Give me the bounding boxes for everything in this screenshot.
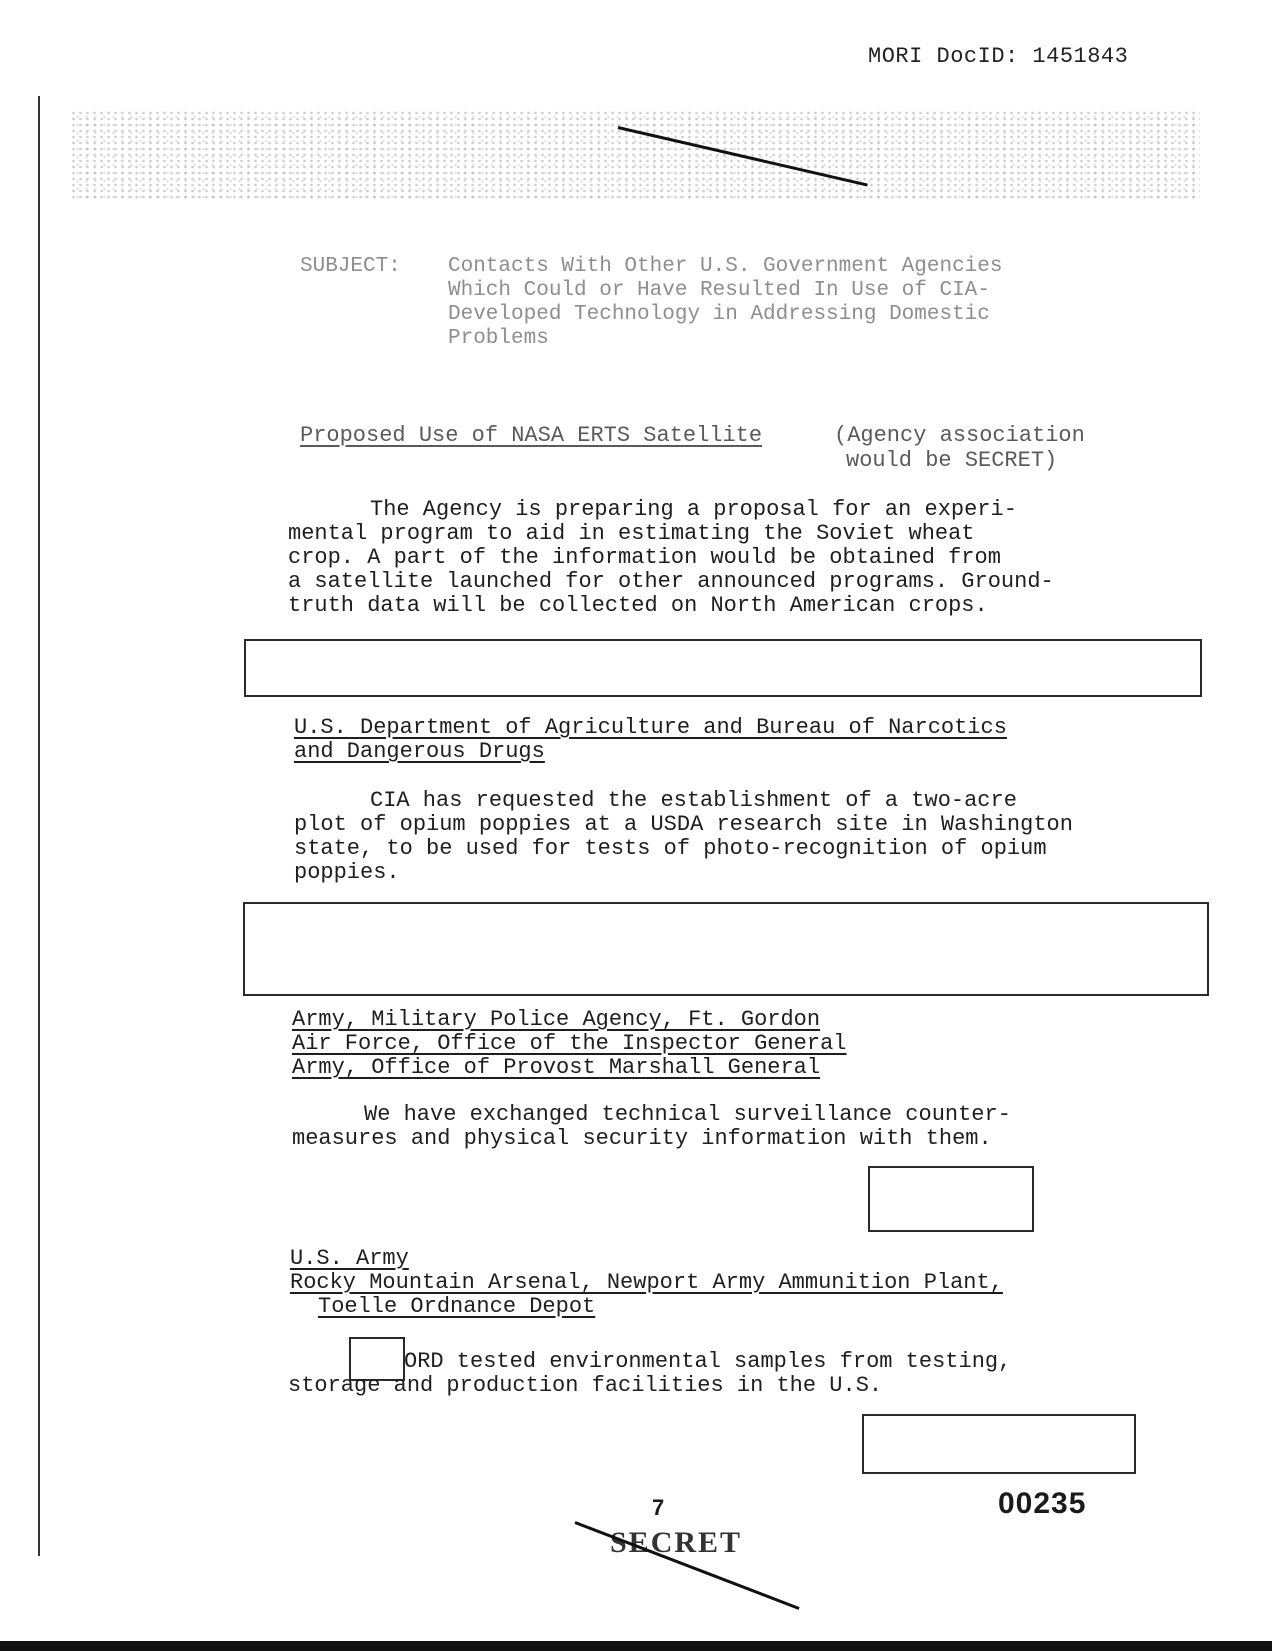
redaction-box: [244, 639, 1202, 697]
classification-stamp: SECRET: [610, 1526, 743, 1559]
paragraph-line: CIA has requested the establishment of a two-acre: [370, 788, 1017, 813]
subject-label: SUBJECT:: [300, 255, 401, 278]
heading-note: (Agency association: [834, 423, 1085, 448]
paragraph-line: crop. A part of the information would be obtained from: [288, 545, 1001, 570]
doc-id: MORI DocID: 1451843: [868, 44, 1129, 69]
subject-line: Which Could or Have Resulted In Use of CIA-: [448, 279, 990, 302]
subject-line: Problems: [448, 327, 549, 350]
redaction-box: [862, 1414, 1136, 1474]
section-heading: Toelle Ordnance Depot: [318, 1294, 596, 1319]
section-heading: Rocky Mountain Arsenal, Newport Army Ammunition Plant,: [290, 1270, 1003, 1295]
batch-number: 00235: [998, 1487, 1087, 1520]
left-margin-rule: [38, 96, 40, 1556]
subject-line: Contacts With Other U.S. Government Agencies: [448, 255, 1003, 278]
scan-edge: [0, 1641, 1272, 1651]
section-heading: and Dangerous Drugs: [294, 739, 545, 764]
paragraph-line: poppies.: [294, 860, 400, 885]
paragraph-line: storage and production facilities in the U.S.: [288, 1373, 883, 1398]
paragraph-line: The Agency is preparing a proposal for an experi-: [370, 497, 1017, 522]
redacted-classification-header: [70, 110, 1200, 200]
paragraph-line: state, to be used for tests of photo-recognition of opium: [294, 836, 1047, 861]
section-heading: U.S. Department of Agriculture and Bureau of Narcotics: [294, 715, 1007, 740]
section-heading: Air Force, Office of the Inspector General: [292, 1031, 847, 1056]
section-heading: Army, Office of Provost Marshall General: [292, 1055, 821, 1080]
heading-note: would be SECRET): [846, 448, 1058, 473]
paragraph-line: a satellite launched for other announced programs. Ground-: [288, 569, 1054, 594]
paragraph-line: mental program to aid in estimating the Soviet wheat: [288, 521, 975, 546]
redaction-box: [868, 1166, 1034, 1232]
redaction-box: [243, 902, 1209, 996]
subject-line: Developed Technology in Addressing Domestic: [448, 303, 990, 326]
section-heading: Army, Military Police Agency, Ft. Gordon: [292, 1007, 821, 1032]
paragraph-line: measures and physical security information with them.: [292, 1126, 992, 1151]
paragraph-line: ORD tested environmental samples from testing,: [404, 1349, 1012, 1374]
paragraph-line: truth data will be collected on North American crops.: [288, 593, 988, 618]
paragraph-line: plot of opium poppies at a USDA research site in Washington: [294, 812, 1073, 837]
section-heading: U.S. Army: [290, 1246, 409, 1271]
section-heading: Proposed Use of NASA ERTS Satellite: [300, 423, 763, 448]
paragraph-line: We have exchanged technical surveillance counter-: [364, 1102, 1011, 1127]
page-number: 7: [652, 1495, 665, 1520]
